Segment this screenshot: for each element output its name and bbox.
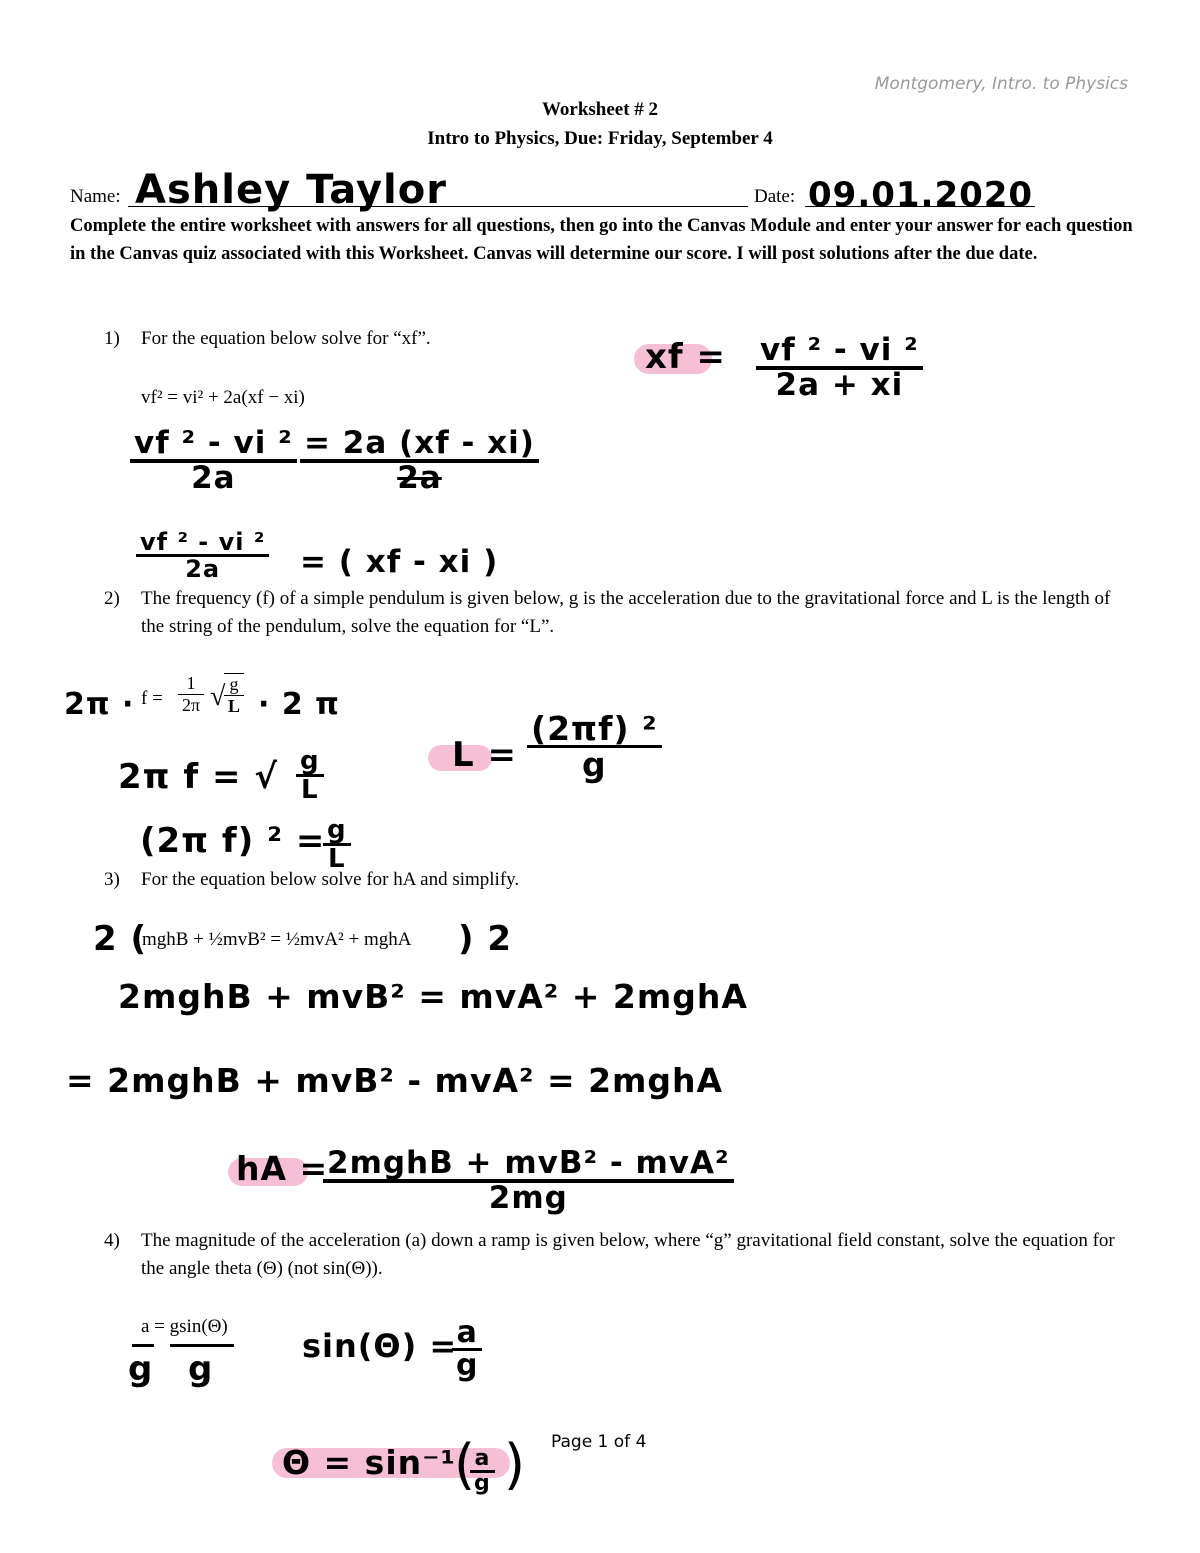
q2-work-2-denominator: L [328, 844, 346, 874]
worksheet-subtitle: Intro to Physics, Due: Friday, September 4 [427, 128, 773, 149]
question-text: The frequency (f) of a simple pendulum is given below, g is the acceleration due to the gravitational force and L is the length of the string of the pendulum, solve the equation for “L”. [141, 588, 1111, 637]
q3-work-suffix: ) 2 [458, 919, 513, 959]
q2-work-line-2: (2π f) ² = [140, 821, 326, 861]
q2-work-1-denominator: L [301, 775, 319, 805]
question-number: 1) [104, 328, 120, 349]
date-label: Date: [754, 186, 796, 207]
q1-work-line-1-rhs [300, 425, 539, 496]
question-number: 3) [104, 869, 120, 890]
name-label: Name: [70, 186, 121, 207]
q1-work-line-2-rhs: = ( xf - xi ) [300, 544, 499, 580]
q4-answer-close-paren: ) [504, 1433, 527, 1496]
worksheet-title: Worksheet # 2 [541, 99, 659, 120]
q4-answer-fraction [470, 1448, 495, 1495]
q2-equation-denominator: 2π [182, 695, 201, 715]
q1-work-2-numerator: vf ² - vi ² [136, 530, 269, 557]
q2-equation-numerator: 1 [178, 673, 204, 695]
q2-work-line-1: 2π f = √ [118, 757, 279, 797]
q1-answer-lhs: xf = [645, 337, 727, 377]
q2-answer-denominator: g [581, 745, 607, 784]
q3-equation: mghB + ½mvB² = ½mvA² + mghA [142, 929, 412, 950]
instructions: Complete the entire worksheet with answers for all questions, then go into the Canvas Module and enter your answer for each question in the Canvas quiz associated with this Worksheet. Canvas will determine our score. I will post solutions after the due date. [70, 216, 1133, 264]
q3-work-prefix: 2 ( [93, 919, 148, 959]
name-value: Ashley Taylor [135, 167, 447, 213]
q4-answer: Θ = sin⁻¹ [282, 1443, 456, 1482]
question-number: 4) [104, 1230, 120, 1251]
q2-answer-lhs: L = [452, 735, 517, 775]
question-1 [104, 325, 1134, 353]
q2-work-2-numerator: g [323, 817, 351, 846]
question-text: For the equation below solve for hA and simplify. [141, 869, 520, 890]
q1-equation: vf² = vi² + 2a(xf − xi) [141, 387, 305, 408]
question-2 [104, 585, 1134, 641]
question-text: The magnitude of the acceleration (a) down a ramp is given below, where “g” gravitational field constant, solve the equation for the angle theta (Θ) (not sin(Θ)). [141, 1230, 1115, 1279]
q3-answer-numerator: 2mghB + mvB² - mvA² [323, 1148, 734, 1183]
q1-answer-denominator: 2a + xi [775, 367, 904, 403]
q4-answer-denominator: g [474, 1471, 491, 1496]
q1-work-line-2-lhs [136, 530, 269, 581]
q1-work-2-denominator: 2a [185, 555, 221, 583]
q1-work-1-rhs-denominator: 2a [397, 460, 442, 496]
q3-work-line-1: 2mghB + mvB² = mvA² + 2mghA [118, 977, 748, 1016]
q4-work-right-den: g [188, 1349, 214, 1389]
q4-right-bar [170, 1344, 234, 1347]
q4-work-denominator: g [456, 1348, 479, 1383]
q4-work-line: sin(Θ) = [302, 1327, 458, 1365]
date-value: 09.01.2020 [808, 175, 1034, 215]
q4-answer-open-paren: ( [454, 1433, 477, 1496]
q3-answer-fraction [323, 1145, 734, 1216]
q4-work-fraction [452, 1315, 482, 1383]
q4-equation: a = gsin(Θ) [141, 1316, 228, 1337]
q4-left-bar [132, 1344, 154, 1347]
q2-equation-lhs: f = [141, 688, 163, 709]
sqrt-icon: √ [210, 681, 226, 712]
q1-work-1-numerator: vf ² - vi ² [130, 428, 297, 463]
q2-answer-numerator: (2πf) ² [527, 712, 662, 748]
q2-work-prefix: 2π · [64, 687, 135, 722]
q2-work-line-1-fraction [296, 748, 324, 803]
q1-answer-numerator: vf ² - vi ² [756, 335, 923, 370]
question-text: For the equation below solve for “xf”. [141, 328, 431, 349]
q4-work-left-den: g [128, 1349, 154, 1389]
page-number: Page 1 of 4 [551, 1432, 647, 1452]
q3-answer-lhs: hA = [236, 1149, 329, 1188]
q2-work-1-numerator: g [296, 748, 324, 777]
q2-root-fraction [224, 673, 244, 717]
course-header: Montgomery, Intro. to Physics [874, 74, 1128, 94]
q2-equation-fraction [178, 673, 204, 716]
q2-root-denominator: L [228, 696, 241, 716]
question-4 [104, 1227, 1134, 1283]
q1-answer-fraction [756, 332, 923, 403]
q3-work-line-2: = 2mghB + mvB² - mvA² = 2mghA [66, 1061, 724, 1100]
q4-answer-numerator: a [470, 1448, 495, 1473]
q2-answer-fraction [527, 709, 662, 784]
q2-work-suffix: · 2 π [258, 687, 340, 722]
q2-work-line-2-fraction [323, 817, 351, 872]
q3-answer-denominator: 2mg [488, 1180, 568, 1216]
q2-root-numerator: g [224, 673, 244, 696]
q1-work-1-rhs: = 2a (xf - xi) [300, 428, 539, 463]
question-number: 2) [104, 588, 120, 609]
q4-work-numerator: a [452, 1318, 482, 1351]
q1-work-1-denominator: 2a [191, 460, 236, 496]
q1-work-line-1-lhs [130, 425, 297, 496]
question-3 [104, 866, 1134, 894]
